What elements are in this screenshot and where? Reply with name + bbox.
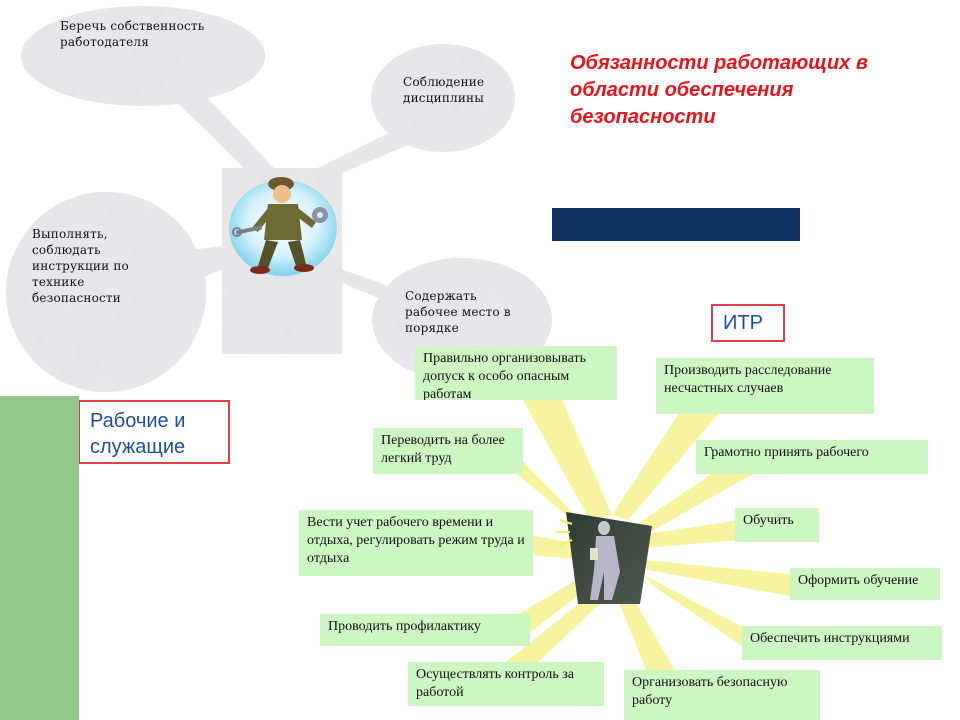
green-side-strip [0,396,79,720]
duty-box-register-training: Оформить обучение [790,568,940,600]
duty-box-control: Осуществлять контроль за работой [408,662,604,706]
navy-bar [552,208,800,241]
duty-box-prevention: Проводить профилактику [320,614,530,646]
duty-box-investigate: Производить расследование несчастных случаев [656,358,874,414]
duty-box-train: Обучить [735,508,819,542]
label-workers: Рабочие и служащие [78,400,230,464]
bubble-workplace-order: Содержать рабочее место в порядке [405,289,511,335]
duty-box-easier-work: Переводить на более легкий труд [373,428,523,474]
label-itr: ИТР [711,304,785,342]
duty-box-work-time: Вести учет рабочего времени и отдыха, регулировать режим труда и отдыха [299,510,533,576]
duty-box-provide-instructions: Обеспечить инструкциями [742,626,942,660]
bubble-save-property: Беречь собственность работодателя [60,19,205,49]
page-title: Обязанности работающих в области обеспечения безопасности [570,52,868,128]
bubble-follow-instructions: Выполнять, соблюдать инструкции по технике безопасности [32,227,129,305]
bubble-4-tail [335,268,395,305]
bubble-discipline: Соблюдение дисциплины [403,75,485,105]
duty-box-accept-worker: Грамотно принять рабочего [696,440,928,474]
duty-box-access: Правильно организовывать допуск к особо опасным работам [415,346,617,400]
duty-box-safe-work: Организовать безопасную работу [624,670,820,720]
